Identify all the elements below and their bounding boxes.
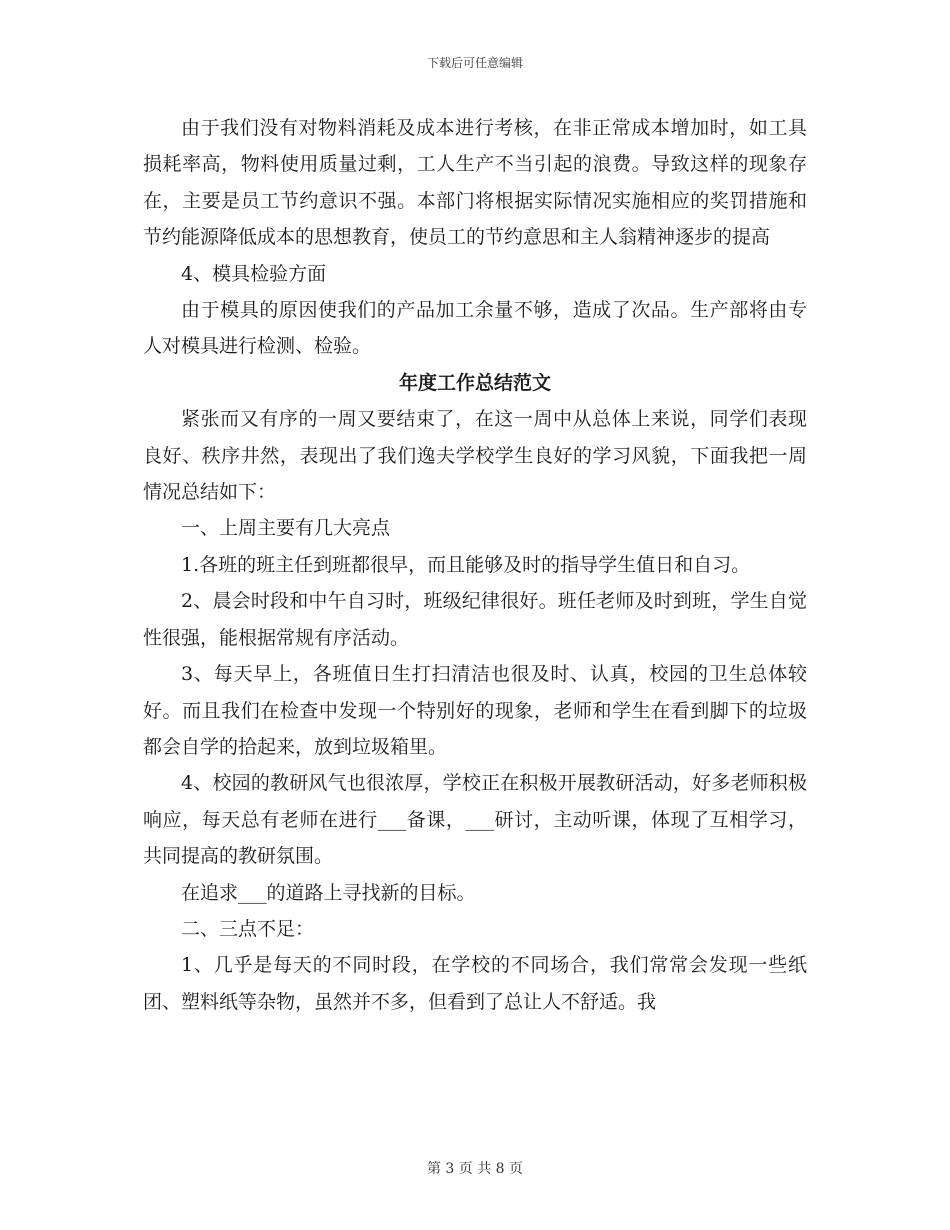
section-heading: 4、模具检验方面 xyxy=(181,262,327,285)
list-item: 1.各班的班主任到班都很早，而且能够及时的指导学生值日和自习。 xyxy=(181,553,751,576)
page-number: 第 3 页 共 8 页 xyxy=(426,1161,524,1177)
paragraph: 由于模具的原因使我们的产品加工余量不够，造成了次品。生产部将由专人对模具进行检测、检验。 xyxy=(143,299,807,358)
list-item: 2、晨会时段和中午自习时，班级纪律很好。班任老师及时到班，学生自觉性很强，能根据常规有序活动。 xyxy=(143,590,807,649)
list-item: 4、校园的教研风气也很浓厚，学校正在积极开展教研活动，好多老师积极响应，每天总有老师在进行___备课，___研讨，主动听课，体现了互相学习，共同提高的教研氛围。 xyxy=(143,772,807,868)
paragraph: 由于我们没有对物料消耗及成本进行考核，在非正常成本增加时，如工具损耗率高，物料使用质量过剩，工人生产不当引起的浪费。导致这样的现象存在，主要是员工节约意识不强。本部门将根据实际情况实施相应的奖罚措施和节约能源降低成本的思想教育，使员工的节约意思和主人翁精神逐步的提高 xyxy=(143,117,807,249)
page-header: 下载后可任意编辑 xyxy=(426,56,523,70)
paragraph: 在追求___的道路上寻找新的目标。 xyxy=(181,881,476,904)
document-body xyxy=(143,110,807,1020)
paragraph: 紧张而又有序的一周又要结束了，在这一周中从总体上来说，同学们表现良好、秩序井然，表现出了我们逸夫学校学生良好的学习风貌，下面我把一周情况总结如下： xyxy=(143,408,807,504)
section-heading: 一、上周主要有几大亮点 xyxy=(181,517,391,540)
document-title: 年度工作总结范文 xyxy=(398,371,551,394)
list-item: 1、几乎是每天的不同时段，在学校的不同场合，我们常常会发现一些纸团、塑料纸等杂物，虽然并不多，但看到了总让人不舒适。我 xyxy=(143,954,807,1013)
section-heading: 二、三点不足： xyxy=(181,917,315,940)
list-item: 3、每天早上，各班值日生打扫清洁也很及时、认真，校园的卫生总体较好。而且我们在检查中发现一个特别好的现象，老师和学生在看到脚下的垃圾都会自学的拾起来，放到垃圾箱里。 xyxy=(143,663,807,758)
